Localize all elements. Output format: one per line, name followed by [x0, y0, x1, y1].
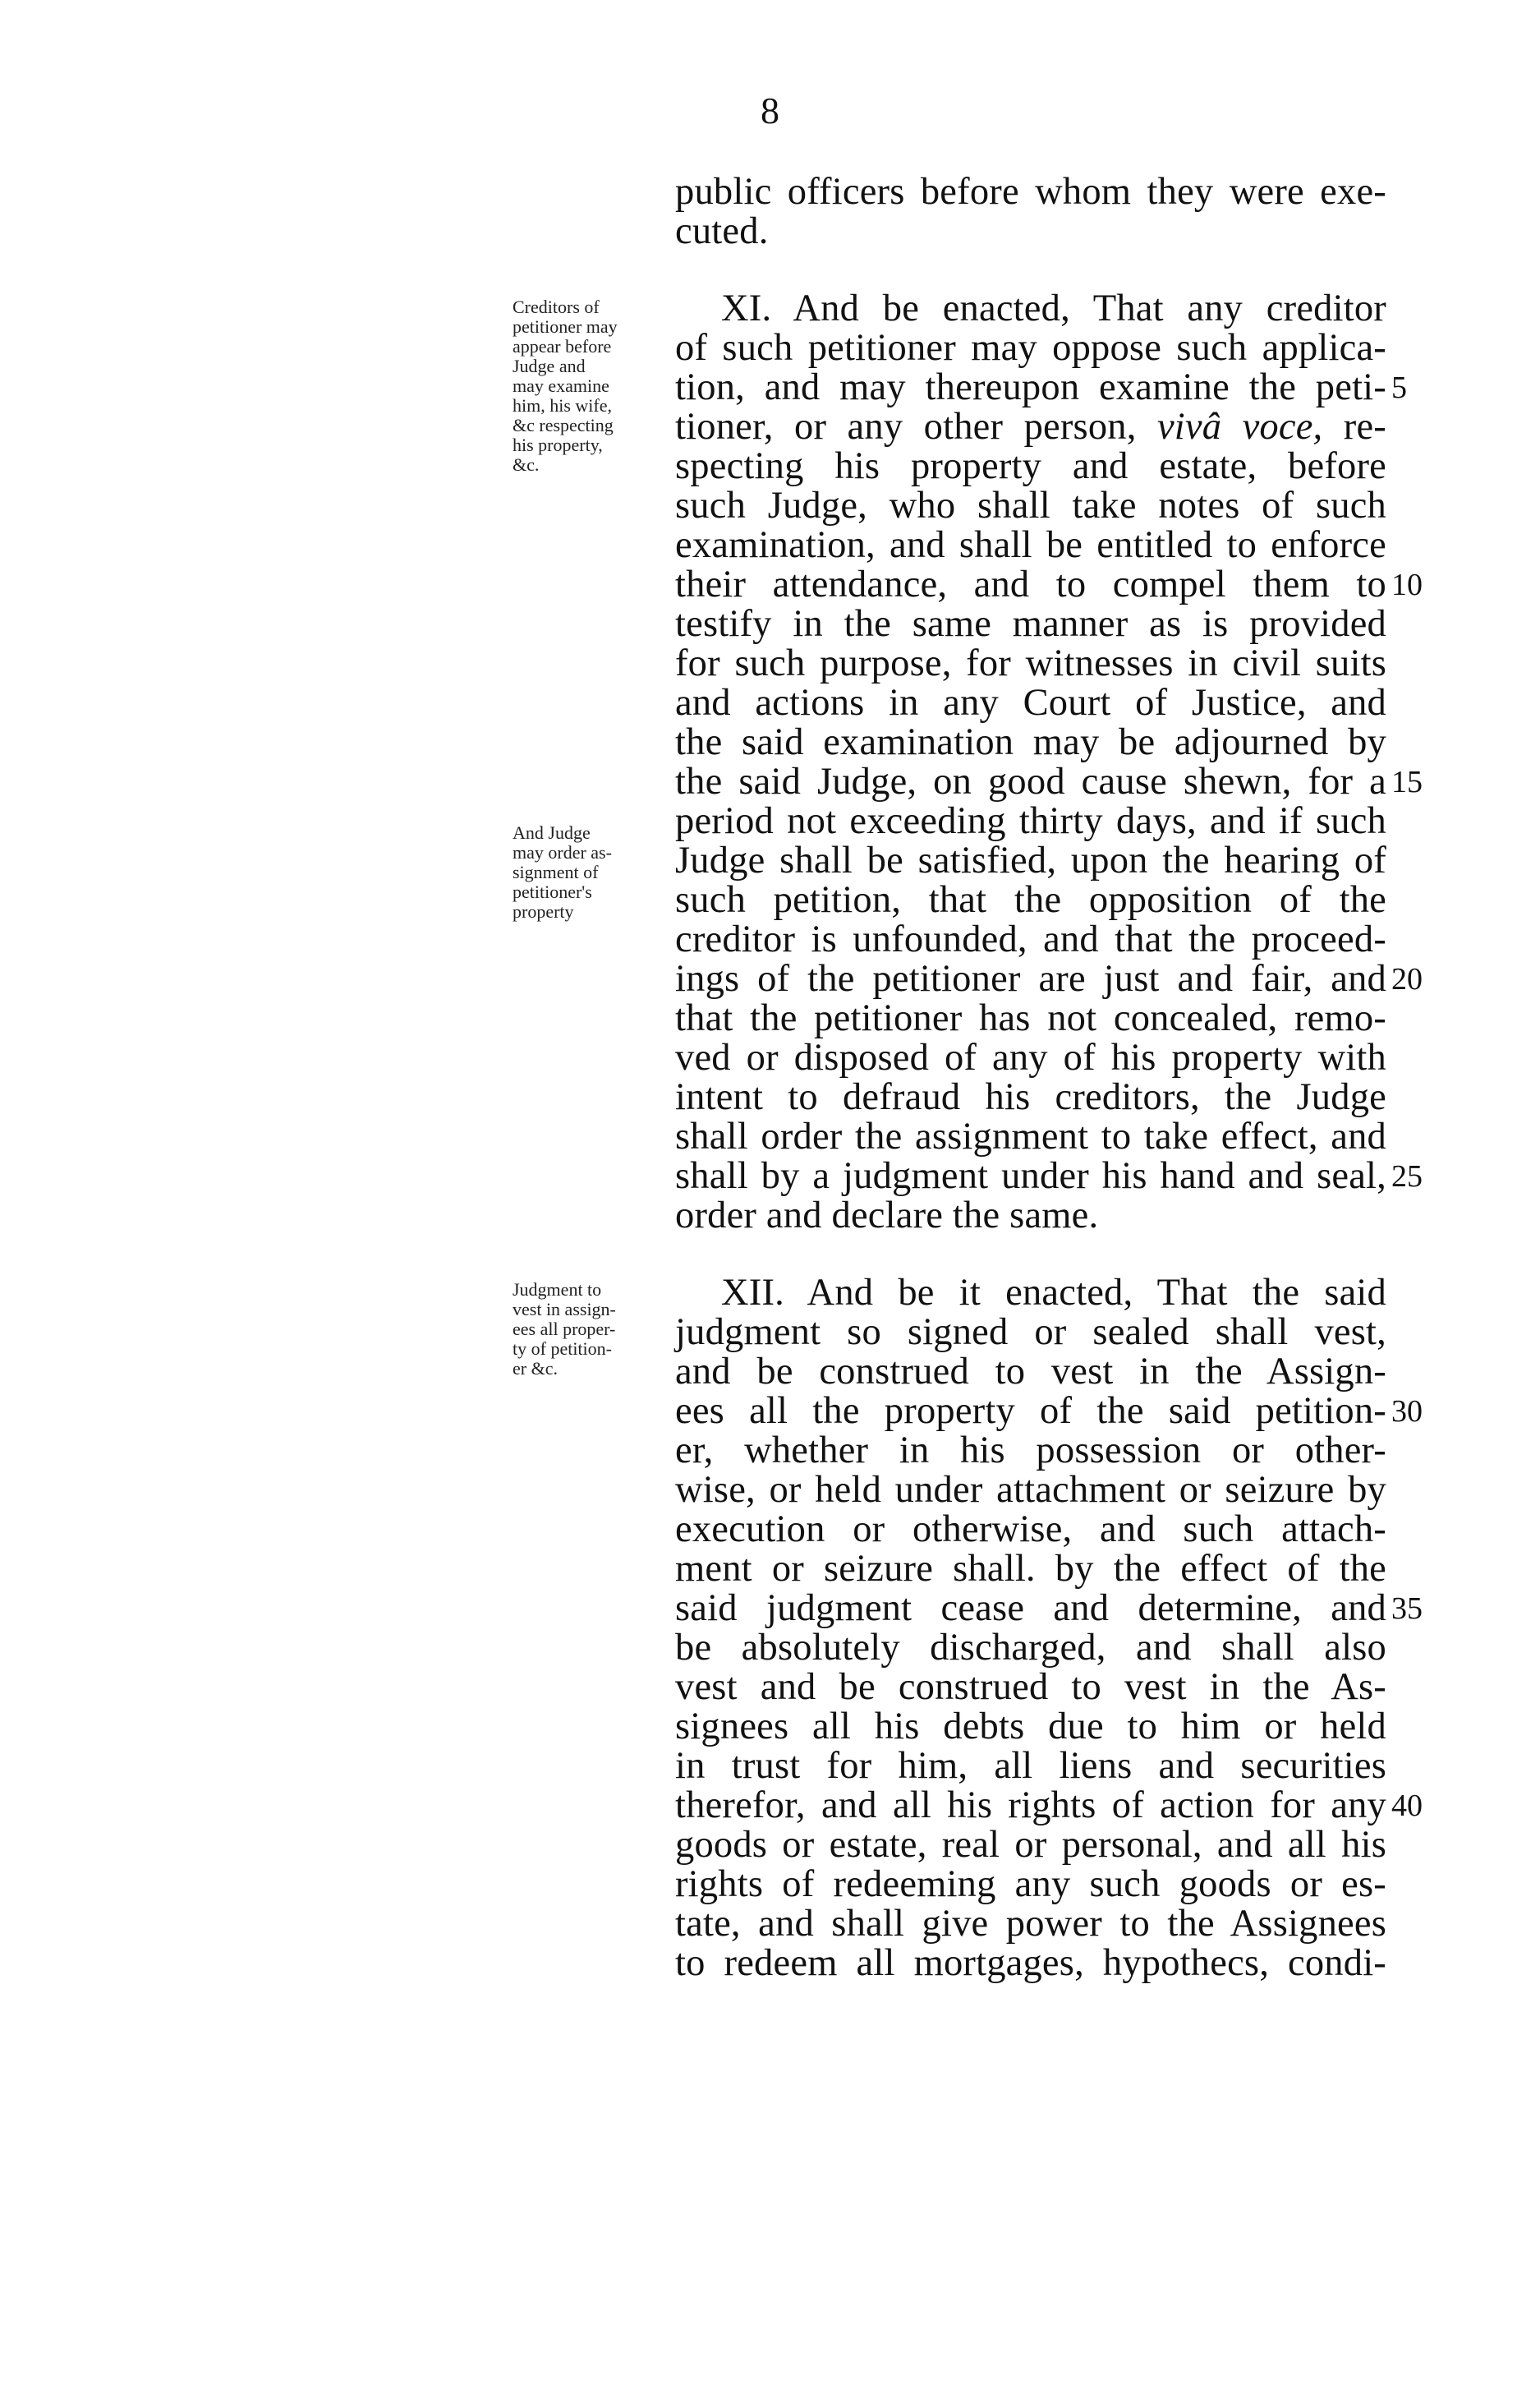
margin-note-line: petitioner may [513, 316, 618, 337]
margin-note-line: petitioner's [513, 882, 592, 902]
line-number: 5 [1391, 371, 1407, 405]
margin-note-line: may examine [513, 375, 609, 396]
text-line: said judgment cease and determine, and [675, 1587, 1386, 1629]
line-number: 40 [1391, 1789, 1423, 1823]
text-line: the said examination may be adjourned by [675, 721, 1386, 763]
text-line: testify in the same manner as is provided [675, 603, 1386, 645]
margin-note-line: And Judge [513, 822, 591, 843]
text-line: therefor, and all his rights of action for any [675, 1784, 1386, 1826]
text-line: for such purpose, for witnesses in civil suits [675, 642, 1386, 684]
italic-phrase: vivâ voce, [1156, 406, 1323, 448]
text-line: the said Judge, on good cause shewn, for a [675, 761, 1386, 803]
margin-note-line: signment of [513, 862, 599, 882]
text-line [675, 407, 1386, 447]
margin-note-line: his property, [513, 435, 603, 455]
text-line: order and declare the same. [675, 1195, 1099, 1236]
line-number: 20 [1391, 962, 1423, 997]
margin-note-line: may order as- [513, 842, 612, 863]
text-line: specting his property and estate, before [675, 445, 1386, 487]
text-line: judgment so signed or sealed shall vest, [675, 1311, 1386, 1353]
text-line: of such petitioner may oppose such applica- [675, 327, 1386, 369]
margin-note-line: Creditors of [513, 297, 600, 317]
text-line: that the petitioner has not concealed, remo- [675, 997, 1386, 1039]
text-line: execution or otherwise, and such attach- [675, 1508, 1386, 1550]
line-number: 25 [1391, 1159, 1423, 1194]
text-line: signees all his debts due to him or held [675, 1706, 1386, 1747]
text-line: XI. And be enacted, That any creditor [721, 288, 1386, 329]
text-line: such Judge, who shall take notes of such [675, 485, 1386, 527]
margin-note-line: &c. [513, 454, 540, 475]
margin-note-line: Judgment to [513, 1279, 602, 1300]
text-line: tate, and shall give power to the Assignees [675, 1903, 1386, 1945]
margin-note-line: Judge and [513, 356, 586, 376]
text-line: rights of redeeming any such goods or es- [675, 1863, 1386, 1905]
page-number: 8 [761, 90, 779, 131]
text-line: and actions in any Court of Justice, and [675, 682, 1386, 724]
line-number: 10 [1391, 568, 1423, 602]
text-segment: tioner, or any other person, [675, 406, 1157, 448]
margin-note-line: him, his wife, [513, 395, 612, 416]
margin-note-line: &c respecting [513, 415, 614, 435]
text-line: vest and be construed to vest in the As- [675, 1666, 1386, 1708]
text-line: wise, or held under attachment or seizure by [675, 1469, 1386, 1511]
text-line: ment or seizure shall. by the effect of the [675, 1548, 1386, 1590]
text-line: public officers before whom they were exe- [675, 171, 1386, 213]
line-number: 30 [1391, 1394, 1423, 1429]
margin-note [513, 297, 669, 475]
margin-note-line: ees all proper- [513, 1319, 616, 1339]
text-line: in trust for him, all liens and securities [675, 1745, 1386, 1787]
margin-note-line: ty of petition- [513, 1338, 612, 1359]
text-line: shall by a judgment under his hand and seal, [675, 1155, 1386, 1197]
text-line: Judge shall be satisfied, upon the hearing of [675, 840, 1386, 882]
text-line: such petition, that the opposition of the [675, 879, 1386, 921]
text-line: er, whether in his possession or other- [675, 1429, 1386, 1471]
line-number: 35 [1391, 1591, 1423, 1626]
text-line: examination, and shall be entitled to enforce [675, 524, 1386, 566]
margin-note [513, 1280, 669, 1379]
text-line: their attendance, and to compel them to [675, 564, 1386, 605]
text-line: creditor is unfounded, and that the proceed- [675, 918, 1386, 960]
text-line: tion, and may thereupon examine the peti- [675, 366, 1386, 408]
line-number: 15 [1391, 765, 1423, 799]
text-line: intent to defraud his creditors, the Judge [675, 1076, 1386, 1118]
margin-note-line: vest in assign- [513, 1299, 616, 1319]
margin-note-line: appear before [513, 336, 612, 357]
text-line: and be construed to vest in the Assign- [675, 1351, 1386, 1393]
text-line: to redeem all mortgages, hypothecs, condi- [675, 1942, 1386, 1984]
text-line: cuted. [675, 210, 769, 252]
margin-note-line: property [513, 901, 574, 922]
text-line: ings of the petitioner are just and fair, and [675, 958, 1386, 1000]
text-line: shall order the assignment to take effect, and [675, 1116, 1386, 1158]
text-line: goods or estate, real or personal, and all his [675, 1824, 1386, 1866]
margin-note [513, 823, 669, 922]
text-line: XII. And be it enacted, That the said [721, 1272, 1386, 1314]
text-segment: re- [1322, 406, 1386, 448]
text-line: period not exceeding thirty days, and if such [675, 800, 1386, 842]
text-line: ved or disposed of any of his property with [675, 1037, 1386, 1079]
text-line: ees all the property of the said petition- [675, 1390, 1386, 1432]
margin-note-line: er &c. [513, 1358, 558, 1379]
text-line: be absolutely discharged, and shall also [675, 1627, 1386, 1669]
